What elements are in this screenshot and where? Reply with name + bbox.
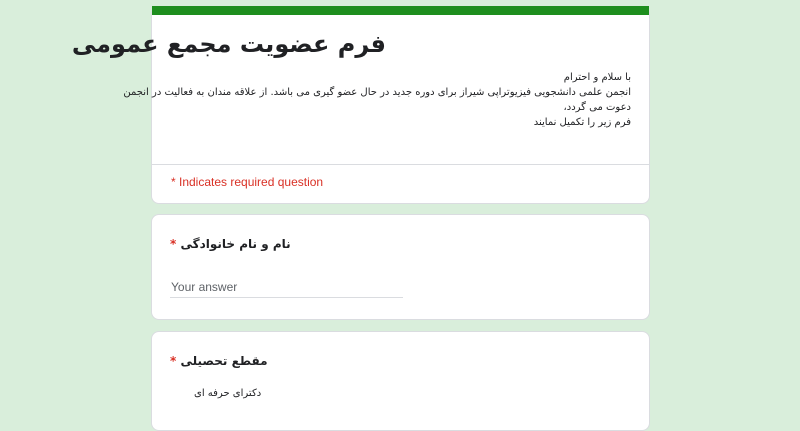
form-description (123, 70, 631, 130)
description-line: دعوت می گردد، (563, 102, 631, 113)
full-name-input[interactable] (170, 277, 403, 298)
question-card-full-name (151, 214, 650, 320)
required-asterisk: * (170, 237, 177, 251)
question-label: مقطع تحصیلی (180, 354, 268, 368)
form-accent-bar (152, 6, 649, 15)
form-header-card (71, 6, 650, 204)
question-title (170, 354, 268, 368)
education-option[interactable] (170, 388, 261, 399)
description-line: با سلام و احترام (563, 72, 631, 83)
required-asterisk: * (170, 354, 177, 368)
question-card-education-level (151, 331, 650, 431)
option-label: دکترای حرفه ای (194, 388, 262, 399)
required-question-note: * Indicates required question (171, 175, 324, 189)
description-line: فرم زیر را تکمیل نمایند (533, 117, 631, 128)
question-label: نام و نام خانوادگی (180, 237, 291, 251)
question-title (170, 237, 291, 251)
header-divider (152, 164, 649, 165)
description-line: انجمن علمی دانشجویی فیزیوتراپی شیراز برای دوره جدید در حال عضو گیری می باشد. از علاقه مندان به فعالیت در انجمن (123, 87, 631, 98)
form-title: فرم عضویت مجمع عمومی (71, 30, 386, 58)
